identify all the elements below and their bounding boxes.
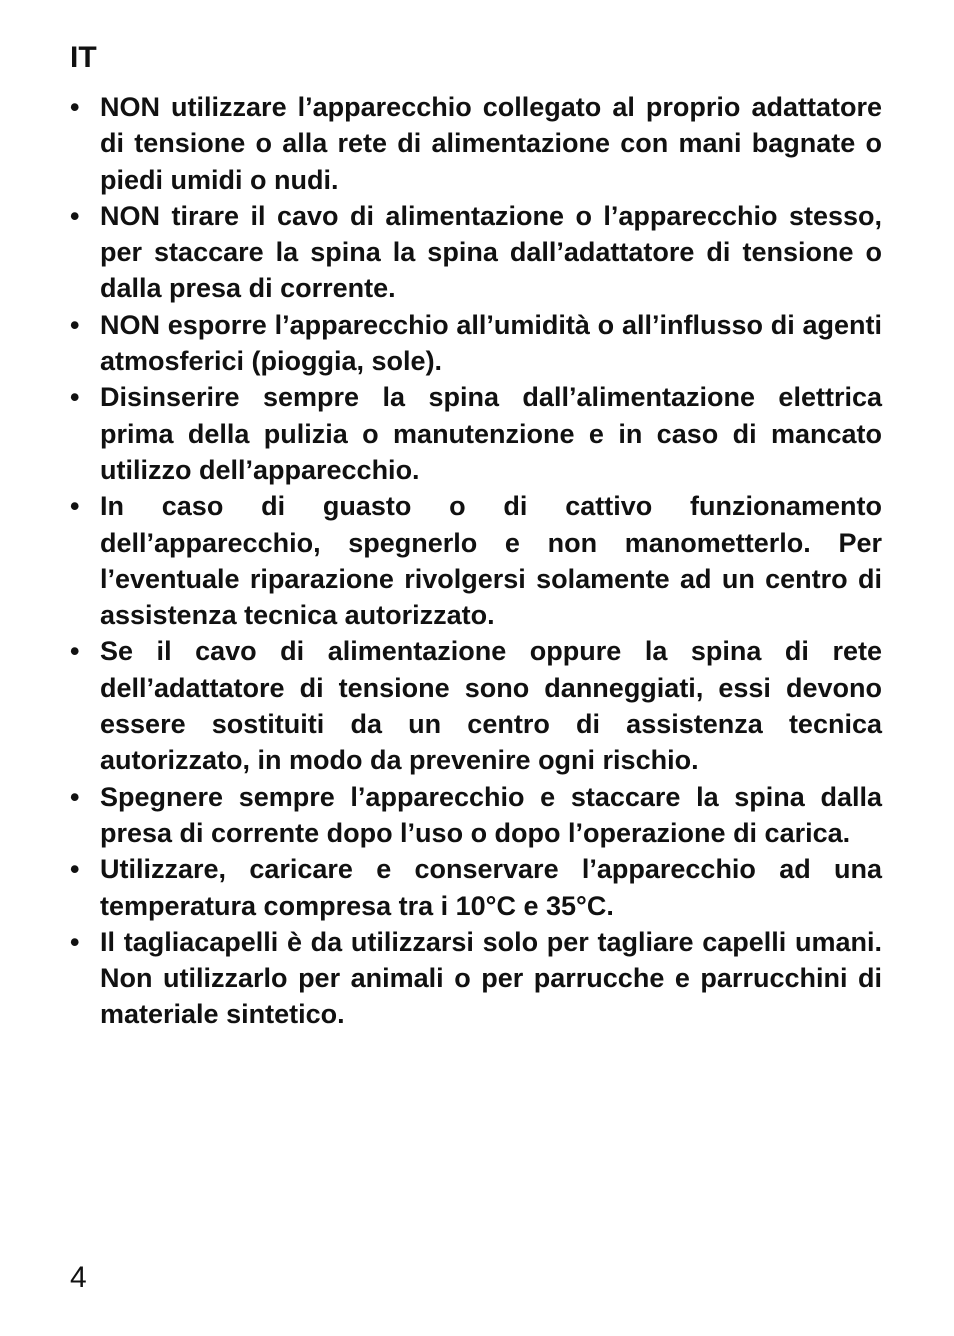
list-item	[70, 89, 882, 198]
list-item	[70, 307, 882, 380]
language-code: IT	[70, 41, 97, 74]
list-item-text: NON tirare il cavo di alimentazione o l’apparecchio stesso, per staccare la spina la spina dall’adattatore di tensione o dalla presa di corrente.	[100, 200, 882, 304]
list-item-text: NON esporre l’apparecchio all’umidità o all’influsso di agenti atmosferici (pioggia, sole).	[100, 309, 882, 377]
bullet-icon: •	[70, 636, 80, 667]
bullet-icon: •	[70, 781, 80, 812]
list-item-text: Disinserire sempre la spina dall’alimentazione elettrica prima della pulizia o manutenzione e in caso di mancato utilizzo dell’apparecchio.	[100, 382, 882, 485]
bullet-icon: •	[70, 382, 80, 413]
list-item	[70, 633, 882, 778]
bullet-icon: •	[70, 491, 80, 522]
list-item	[70, 488, 882, 633]
list-item-text: Il tagliacapelli è da utilizzarsi solo per tagliare capelli umani. Non utilizzarlo per animali o per parrucche e parrucchini di materiale sintetico.	[100, 926, 882, 1030]
bullet-icon: •	[70, 309, 80, 340]
list-item	[70, 924, 882, 1033]
list-item-text: NON utilizzare l’apparecchio collegato al proprio adattatore di tensione o alla rete di alimentazione con mani bagnate o piedi umidi o nudi.	[100, 92, 882, 195]
page-number: 4	[70, 1261, 87, 1294]
list-item	[70, 198, 882, 307]
list-item-text: In caso di guasto o di cattivo funzionamento dell’apparecchio, spegnerlo e non manometterlo. Per l’eventuale riparazione rivolgersi solamente ad un centro di assistenza tecnica autorizzato.	[100, 491, 882, 631]
bullet-icon: •	[70, 200, 80, 231]
list-item-text: Spegnere sempre l’apparecchio e staccare la spina dalla presa di corrente dopo l’uso o dopo l’operazione di carica.	[100, 781, 882, 848]
bullet-icon: •	[70, 926, 80, 957]
list-item	[70, 379, 882, 488]
bullet-icon: •	[70, 854, 80, 885]
list-item-text: Utilizzare, caricare e conservare l’apparecchio ad una temperatura compresa tra i 10°C e 35°C.	[100, 854, 882, 921]
bullet-icon: •	[70, 92, 80, 122]
safety-instructions-list	[70, 89, 882, 1033]
list-item	[70, 851, 882, 924]
list-item	[70, 779, 882, 852]
list-item-text: Se il cavo di alimentazione oppure la spina di rete dell’adattatore di tensione sono danneggiati, essi devono essere sostituiti da un centro di assistenza tecnica autorizzato, in modo da prevenire ogni rischio.	[100, 636, 882, 776]
